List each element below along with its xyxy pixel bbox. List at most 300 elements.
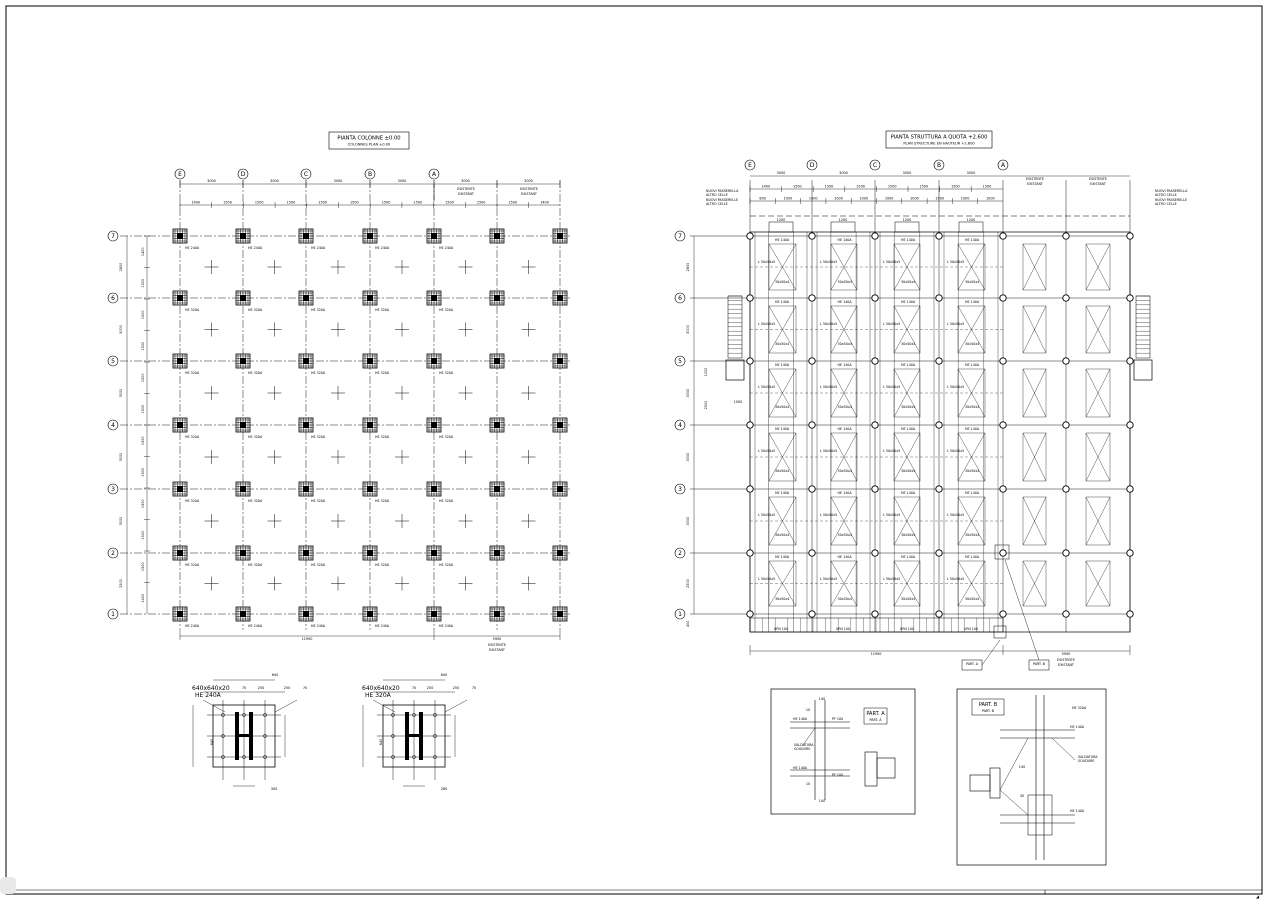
left-top-span-5: 3000 xyxy=(524,179,533,183)
svg-text:70: 70 xyxy=(471,686,477,690)
corner-handle xyxy=(0,877,16,894)
left-column-r3-c4 xyxy=(427,482,441,496)
right-top-subsub-3: 1000 xyxy=(834,196,843,201)
left-column-r7-c0 xyxy=(173,229,187,243)
left-top-existing-2: ESISTENTE xyxy=(520,187,538,191)
right-beam-label: HE 140A xyxy=(965,427,980,431)
structure-plan xyxy=(675,160,1152,655)
right-rect-label: 30x50x4 xyxy=(837,533,852,537)
right-node-r4-c3 xyxy=(936,422,942,428)
right-existing-label-fr: EXISTANT xyxy=(1058,663,1074,667)
left-top-sub-2: 1500 xyxy=(254,200,264,205)
svg-text:10: 10 xyxy=(805,782,811,786)
svg-text:PART. A: PART. A xyxy=(965,662,979,666)
right-angle-label: L 50x50x5 xyxy=(820,322,838,326)
right-stair xyxy=(1134,296,1152,380)
right-top-sub-2: 1500 xyxy=(824,184,834,189)
left-top-sub-11: 1400 xyxy=(540,200,549,205)
left-profile-label: HE 320A xyxy=(375,308,390,312)
svg-text:250: 250 xyxy=(426,686,434,690)
right-beam-label: HE 140A xyxy=(965,300,980,304)
left-column-r7-c6 xyxy=(553,229,567,243)
right-angle-label: L 50x50x5 xyxy=(758,260,776,264)
left-profile-label: HE 320A xyxy=(185,435,200,439)
part-b-title: PART. B xyxy=(978,702,998,708)
left-axis-row-4-label: 4 xyxy=(111,422,115,430)
right-top-subsub-4: 1000 xyxy=(859,196,869,201)
left-top-sub-8: 1500 xyxy=(445,200,454,205)
left-profile-label: HE 320A xyxy=(311,371,326,375)
right-node-r4-c0 xyxy=(747,422,753,428)
right-rect-label: 30x50x4 xyxy=(901,280,916,284)
left-axis-row-1-label: 1 xyxy=(111,611,115,619)
right-beam-label: HE 140A xyxy=(965,363,980,367)
left-column-r6-c3 xyxy=(363,291,377,305)
left-axis-col-B-label: B xyxy=(367,171,373,179)
left-profile-label: HE 320A xyxy=(439,435,454,439)
right-beam-label: HE 140A xyxy=(775,491,790,495)
left-column-r3-c3 xyxy=(363,482,377,496)
plate-2-name: 640x640x20 xyxy=(362,685,400,692)
right-bottom-section-3: UPN 100 xyxy=(963,627,979,631)
base-plate-detail-2 xyxy=(362,673,476,791)
right-top-subsub-9: 1000 xyxy=(986,196,995,201)
left-bottom-total: 11900 xyxy=(301,637,313,641)
base-plate-detail-1 xyxy=(192,673,307,791)
right-node-r1-c5 xyxy=(1063,611,1069,617)
left-column-r4-c0 xyxy=(173,418,187,432)
left-column-r7-c3 xyxy=(363,229,377,243)
left-column-r7-c1 xyxy=(236,229,250,243)
left-column-r5-c3 xyxy=(363,354,377,368)
svg-text:70: 70 xyxy=(302,686,308,690)
left-profile-label: HE 320A xyxy=(248,371,263,375)
right-beam-label: HE 140A xyxy=(775,363,790,367)
right-angle-label: L 50x50x5 xyxy=(947,577,965,581)
left-row-dim-2: 3000 xyxy=(119,388,123,398)
right-top-subsub-7: 1000 xyxy=(935,196,945,201)
left-axis-row-6-label: 6 xyxy=(111,295,115,303)
left-title: PIANTA COLONNE ±0.00 xyxy=(337,135,401,142)
right-beam-label: HE 140A xyxy=(901,427,916,431)
right-beam-label: HE 140A xyxy=(775,555,790,559)
left-top-sub-9: 1500 xyxy=(476,200,486,205)
right-angle-label: L 50x50x5 xyxy=(947,385,965,389)
right-top-sub-0: 1400 xyxy=(761,184,771,189)
right-rect-label: 30x50x4 xyxy=(965,533,980,537)
right-axis-row-5-label: 5 xyxy=(678,358,682,366)
left-column-r6-c0 xyxy=(173,291,187,305)
left-column-r5-c4 xyxy=(427,354,441,368)
left-existing-label-fr: EXISTANT xyxy=(489,648,505,652)
right-top-sub-1: 1500 xyxy=(793,184,802,189)
right-row-dim-1: 3000 xyxy=(686,325,690,334)
right-node-r1-c1 xyxy=(809,611,815,617)
right-side-dim-c: 1000 xyxy=(733,400,743,404)
left-profile-label: HE 320A xyxy=(185,563,200,567)
right-beam-label: HE 140A xyxy=(837,491,852,495)
right-rect-label: 30x50x4 xyxy=(965,280,980,284)
svg-text:250: 250 xyxy=(257,686,265,690)
plate-1-name: 640x640x20 xyxy=(192,685,230,692)
right-angle-label: L 50x50x5 xyxy=(820,577,838,581)
right-node-r3-c3 xyxy=(936,486,942,492)
svg-text:SALDATURA: SALDATURA xyxy=(1078,755,1098,759)
right-top-sub-5: 1500 xyxy=(919,184,929,189)
right-beam-label: HE 140A xyxy=(965,555,980,559)
right-angle-label: L 50x50x5 xyxy=(758,513,776,517)
plate-1-width: 640 xyxy=(271,673,279,677)
right-node-r5-c6 xyxy=(1127,358,1133,364)
right-node-r6-c3 xyxy=(936,295,942,301)
right-node-r7-c4 xyxy=(1000,233,1006,239)
left-profile-label: HE 320A xyxy=(375,371,390,375)
right-beam-label: HE 140A xyxy=(837,427,852,431)
left-top-sub-4: 1500 xyxy=(318,200,327,205)
left-profile-label: HE 240A xyxy=(439,246,454,250)
left-top-span-0: 3000 xyxy=(207,179,216,183)
right-axis-row-1-label: 1 xyxy=(678,611,682,619)
svg-text:PF 100: PF 100 xyxy=(832,717,844,721)
right-angle-label: L 50x50x5 xyxy=(883,322,901,326)
left-row-dim-3: 3000 xyxy=(119,452,123,462)
left-axis-col-C-label: C xyxy=(303,171,309,179)
svg-text:ALTRO CELLE: ALTRO CELLE xyxy=(706,193,728,197)
right-node-r5-c1 xyxy=(809,358,815,364)
left-profile-label: HE 240A xyxy=(248,246,263,250)
column-plan xyxy=(108,169,570,640)
right-rect-label: 30x50x4 xyxy=(965,597,980,601)
corner-mark: ◢ xyxy=(1256,894,1260,899)
left-column-r7-c2 xyxy=(299,229,313,243)
svg-text:140: 140 xyxy=(1018,765,1026,769)
plate-1-bottom: 300 xyxy=(270,787,278,791)
left-profile-label: HE 320A xyxy=(248,435,263,439)
right-node-r7-c1 xyxy=(809,233,815,239)
right-node-r7-c5 xyxy=(1063,233,1069,239)
right-node-r4-c6 xyxy=(1127,422,1133,428)
right-top-sub-6: 1500 xyxy=(951,184,960,189)
left-column-r7-c5 xyxy=(490,229,504,243)
left-column-r2-c0 xyxy=(173,546,187,560)
left-profile-label: HE 320A xyxy=(185,308,200,312)
svg-text:HE 320A: HE 320A xyxy=(1072,706,1087,710)
right-axis-row-4-label: 4 xyxy=(678,422,682,430)
svg-text:NUOVI PASSERELLE: NUOVI PASSERELLE xyxy=(1155,198,1188,202)
right-top-sub-7: 1500 xyxy=(982,184,992,189)
left-profile-label: HE 320A xyxy=(439,308,454,312)
right-node-r6-c4 xyxy=(1000,295,1006,301)
left-title-block xyxy=(329,132,409,149)
svg-text:SALDATURA: SALDATURA xyxy=(794,743,814,747)
svg-text:250: 250 xyxy=(283,686,291,690)
right-node-r5-c4 xyxy=(1000,358,1006,364)
svg-text:ALTRO CELLE: ALTRO CELLE xyxy=(1155,202,1177,206)
right-top-span-2: 3000 xyxy=(902,171,912,175)
svg-text:HE 140A: HE 140A xyxy=(1070,725,1085,729)
right-top-existing-1-fr: EXISTANT xyxy=(1027,182,1043,186)
right-subtitle: PLAN STRUCTURE EN HAUTEUR +2.600 xyxy=(903,141,975,146)
right-rect-label: 30x50x4 xyxy=(775,533,790,537)
left-column-r4-c2 xyxy=(299,418,313,432)
svg-text:ALTRO CELLE: ALTRO CELLE xyxy=(1155,193,1177,197)
right-top-span-1: 3000 xyxy=(839,171,848,175)
right-node-r4-c4 xyxy=(1000,422,1006,428)
right-bottom-existing: 5900 xyxy=(1061,652,1071,656)
left-profile-label: HE 320A xyxy=(439,499,454,503)
left-profile-label: HE 320A xyxy=(248,499,263,503)
svg-text:140: 140 xyxy=(818,697,826,701)
left-row-dim-4: 3000 xyxy=(119,516,123,526)
left-top-sub-10: 1500 xyxy=(508,200,518,205)
right-top-subsub-2: 1000 xyxy=(808,196,818,201)
left-column-r6-c4 xyxy=(427,291,441,305)
left-row-sub-0: 1400 xyxy=(141,247,145,257)
left-column-r1-c2 xyxy=(299,607,313,621)
left-top-existing-1: ESISTENTE xyxy=(457,187,475,191)
left-subtitle: COLONNES PLAN ±0.00 xyxy=(347,142,391,147)
right-node-r7-c3 xyxy=(936,233,942,239)
right-bottom-section-2: UPN 100 xyxy=(899,627,915,631)
right-node-r3-c6 xyxy=(1127,486,1133,492)
left-column-r2-c4 xyxy=(427,546,441,560)
right-node-r1-c0 xyxy=(747,611,753,617)
right-node-r3-c1 xyxy=(809,486,815,492)
right-row-dim-3: 3000 xyxy=(686,452,690,462)
left-bottom-existing: 5900 xyxy=(492,637,502,641)
right-angle-label: L 50x50x5 xyxy=(820,449,838,453)
left-row-sub-10: 1500 xyxy=(141,562,145,572)
left-top-sub-1: 1500 xyxy=(223,200,232,205)
left-row-dim-5: 2500 xyxy=(119,579,123,588)
left-top-sub-0: 1400 xyxy=(191,200,201,205)
right-bottom-total: 11900 xyxy=(870,652,882,656)
right-axis-row-2-label: 2 xyxy=(678,550,682,558)
left-top-span-3: 3000 xyxy=(397,179,407,183)
left-profile-label: HE 320A xyxy=(248,563,263,567)
svg-text:NUOVI PASSERELLE: NUOVI PASSERELLE xyxy=(706,198,739,202)
right-node-r2-c2 xyxy=(872,550,878,556)
right-rect-label: 30x50x4 xyxy=(965,405,980,409)
left-column-r4-c4 xyxy=(427,418,441,432)
left-column-r3-c6 xyxy=(553,482,567,496)
left-axis-col-E-label: E xyxy=(178,171,182,179)
right-node-r4-c2 xyxy=(872,422,878,428)
right-node-r2-c4 xyxy=(1000,550,1006,556)
right-node-r3-c5 xyxy=(1063,486,1069,492)
right-row-dim-4: 3000 xyxy=(686,516,690,526)
right-side-dim-b: 2500 xyxy=(704,400,708,410)
right-title-block xyxy=(886,131,992,148)
plate-2-bottom: 280 xyxy=(440,787,448,791)
right-title: PIANTA STRUTTURA A QUOTA +2.600 xyxy=(890,134,988,141)
right-top-sub-4: 1500 xyxy=(887,184,897,189)
left-profile-label: HE 320A xyxy=(248,308,263,312)
sheet-border xyxy=(6,6,1262,894)
right-angle-label: L 50x50x5 xyxy=(758,449,776,453)
right-angle-label: L 50x50x5 xyxy=(758,577,776,581)
right-rect-label: 30x50x4 xyxy=(837,597,852,601)
left-profile-label: HE 320A xyxy=(185,371,200,375)
left-axis-row-2-label: 2 xyxy=(111,550,115,558)
right-center-dim-1: 1200 xyxy=(838,218,848,222)
left-profile-label: HE 240A xyxy=(375,246,390,250)
right-node-r2-c3 xyxy=(936,550,942,556)
svg-text:640: 640 xyxy=(379,738,383,746)
svg-text:HE 140A: HE 140A xyxy=(793,717,808,721)
left-column-r2-c6 xyxy=(553,546,567,560)
left-column-r1-c6 xyxy=(553,607,567,621)
right-angle-label: L 50x50x5 xyxy=(883,260,901,264)
left-column-r3-c0 xyxy=(173,482,187,496)
right-row-dim-5: 2500 xyxy=(686,579,690,588)
left-row-dim-0: 2800 xyxy=(119,262,123,272)
left-axis-row-5-label: 5 xyxy=(111,358,115,366)
svg-text:250: 250 xyxy=(452,686,460,690)
left-top-existing-2-fr: EXISTANT xyxy=(521,192,537,196)
left-column-r1-c5 xyxy=(490,607,504,621)
part-a-tag xyxy=(962,640,1000,670)
left-column-r3-c2 xyxy=(299,482,313,496)
right-axis-col-C-label: C xyxy=(872,162,878,170)
right-rect-label: 30x50x4 xyxy=(965,342,980,346)
left-column-r5-c0 xyxy=(173,354,187,368)
left-row-sub-9: 1500 xyxy=(141,530,145,540)
left-column-r2-c3 xyxy=(363,546,377,560)
right-beam-label: HE 140A xyxy=(837,363,852,367)
right-rect-label: 30x50x4 xyxy=(775,405,790,409)
right-beam-label: HE 140A xyxy=(901,555,916,559)
right-row-dim-2: 3000 xyxy=(686,388,690,398)
left-row-sub-4: 1500 xyxy=(141,373,145,383)
right-beam-label: HE 140A xyxy=(901,363,916,367)
right-node-r2-c0 xyxy=(747,550,753,556)
right-top-subsub-5: 1000 xyxy=(884,196,894,201)
left-profile-label: HE 320A xyxy=(439,371,454,375)
right-node-r4-c1 xyxy=(809,422,815,428)
left-row-sub-11: 1400 xyxy=(141,593,145,603)
right-rect-label: 30x50x4 xyxy=(901,405,916,409)
right-beam-label: HE 140A xyxy=(965,238,980,242)
left-column-r2-c2 xyxy=(299,546,313,560)
right-axis-col-B-label: B xyxy=(936,162,942,170)
right-node-r5-c0 xyxy=(747,358,753,364)
right-rect-label: 30x50x4 xyxy=(837,280,852,284)
left-row-sub-7: 1500 xyxy=(141,467,145,477)
left-row-sub-6: 1500 xyxy=(141,436,145,446)
right-top-subsub-8: 1000 xyxy=(960,196,970,201)
right-node-r2-c6 xyxy=(1127,550,1133,556)
svg-text:SOUDURE: SOUDURE xyxy=(1078,759,1095,763)
left-column-r3-c1 xyxy=(236,482,250,496)
left-profile-label: HE 240A xyxy=(439,624,454,628)
svg-text:NUOVI PASSERELLA: NUOVI PASSERELLA xyxy=(1155,189,1188,193)
left-axis-col-A-label: A xyxy=(431,171,437,179)
left-row-sub-8: 1500 xyxy=(141,499,145,509)
right-top-span-3: 3000 xyxy=(966,171,976,175)
left-column-r4-c6 xyxy=(553,418,567,432)
right-node-r7-c2 xyxy=(872,233,878,239)
left-top-span-4: 3000 xyxy=(461,179,470,183)
right-node-r1-c6 xyxy=(1127,611,1133,617)
left-column-r1-c3 xyxy=(363,607,377,621)
left-profile-label: HE 240A xyxy=(311,246,326,250)
right-side-dim-d: 400 xyxy=(686,620,690,628)
right-node-r5-c2 xyxy=(872,358,878,364)
svg-text:30: 30 xyxy=(1019,794,1025,798)
left-top-sub-5: 1500 xyxy=(350,200,359,205)
right-center-dim-3: 1200 xyxy=(966,218,976,222)
right-axis-col-A-label: A xyxy=(1000,162,1006,170)
right-axis-row-6-label: 6 xyxy=(678,295,682,303)
right-rect-label: 30x50x4 xyxy=(775,280,790,284)
right-rect-label: 30x50x4 xyxy=(837,469,852,473)
left-column-r7-c4 xyxy=(427,229,441,243)
svg-text:140: 140 xyxy=(818,799,826,803)
right-node-r1-c2 xyxy=(872,611,878,617)
part-a-title: PART. A xyxy=(866,711,885,717)
right-beam-label: HE 140A xyxy=(775,300,790,304)
right-node-r2-c1 xyxy=(809,550,815,556)
svg-text:SOUDURE: SOUDURE xyxy=(794,747,811,751)
right-top-subsub-1: 1000 xyxy=(783,196,793,201)
left-column-r6-c5 xyxy=(490,291,504,305)
right-rect-label: 30x50x4 xyxy=(775,342,790,346)
detail-part-b xyxy=(957,689,1106,865)
right-rect-label: 30x50x4 xyxy=(837,342,852,346)
part-a-subtitle: PART. A xyxy=(869,718,882,722)
right-node-r1-c3 xyxy=(936,611,942,617)
part-b-tag xyxy=(1005,560,1049,670)
left-row-dim-1: 3000 xyxy=(119,325,123,334)
right-node-r5-c3 xyxy=(936,358,942,364)
right-beam-label: HE 140A xyxy=(901,491,916,495)
left-column-r5-c6 xyxy=(553,354,567,368)
left-column-r4-c1 xyxy=(236,418,250,432)
right-node-r6-c2 xyxy=(872,295,878,301)
svg-text:HE 140A: HE 140A xyxy=(793,766,808,770)
svg-text:ALTRO CELLE: ALTRO CELLE xyxy=(706,202,728,206)
plate-2-profile: HE 320A xyxy=(365,692,391,699)
left-top-sub-3: 1500 xyxy=(286,200,296,205)
left-axis-col-D-label: D xyxy=(240,171,246,179)
right-top-span-0: 3000 xyxy=(776,171,786,175)
right-rect-label: 30x50x4 xyxy=(901,597,916,601)
right-beam-label: HE 140A xyxy=(775,427,790,431)
left-column-r4-c5 xyxy=(490,418,504,432)
left-profile-label: HE 320A xyxy=(311,435,326,439)
right-node-r6-c6 xyxy=(1127,295,1133,301)
right-node-r4-c5 xyxy=(1063,422,1069,428)
right-existing-label: ESISTENTE xyxy=(1057,658,1075,662)
right-beam-label: HE 140A xyxy=(837,555,852,559)
right-angle-label: L 50x50x5 xyxy=(883,385,901,389)
right-angle-label: L 50x50x5 xyxy=(820,385,838,389)
plate-1-profile: HE 240A xyxy=(195,692,221,699)
right-angle-label: L 50x50x5 xyxy=(947,513,965,517)
right-angle-label: L 50x50x5 xyxy=(758,385,776,389)
left-profile-label: HE 320A xyxy=(311,499,326,503)
svg-text:PF 100: PF 100 xyxy=(832,773,844,777)
svg-text:70: 70 xyxy=(411,686,417,690)
left-axis-row-7-label: 7 xyxy=(111,233,115,241)
right-node-r5-c5 xyxy=(1063,358,1069,364)
right-rect-label: 30x50x4 xyxy=(775,597,790,601)
right-beam-label: HE 140A xyxy=(901,300,916,304)
detail-part-a xyxy=(771,689,915,814)
right-node-r7-c6 xyxy=(1127,233,1133,239)
left-column-r4-c3 xyxy=(363,418,377,432)
